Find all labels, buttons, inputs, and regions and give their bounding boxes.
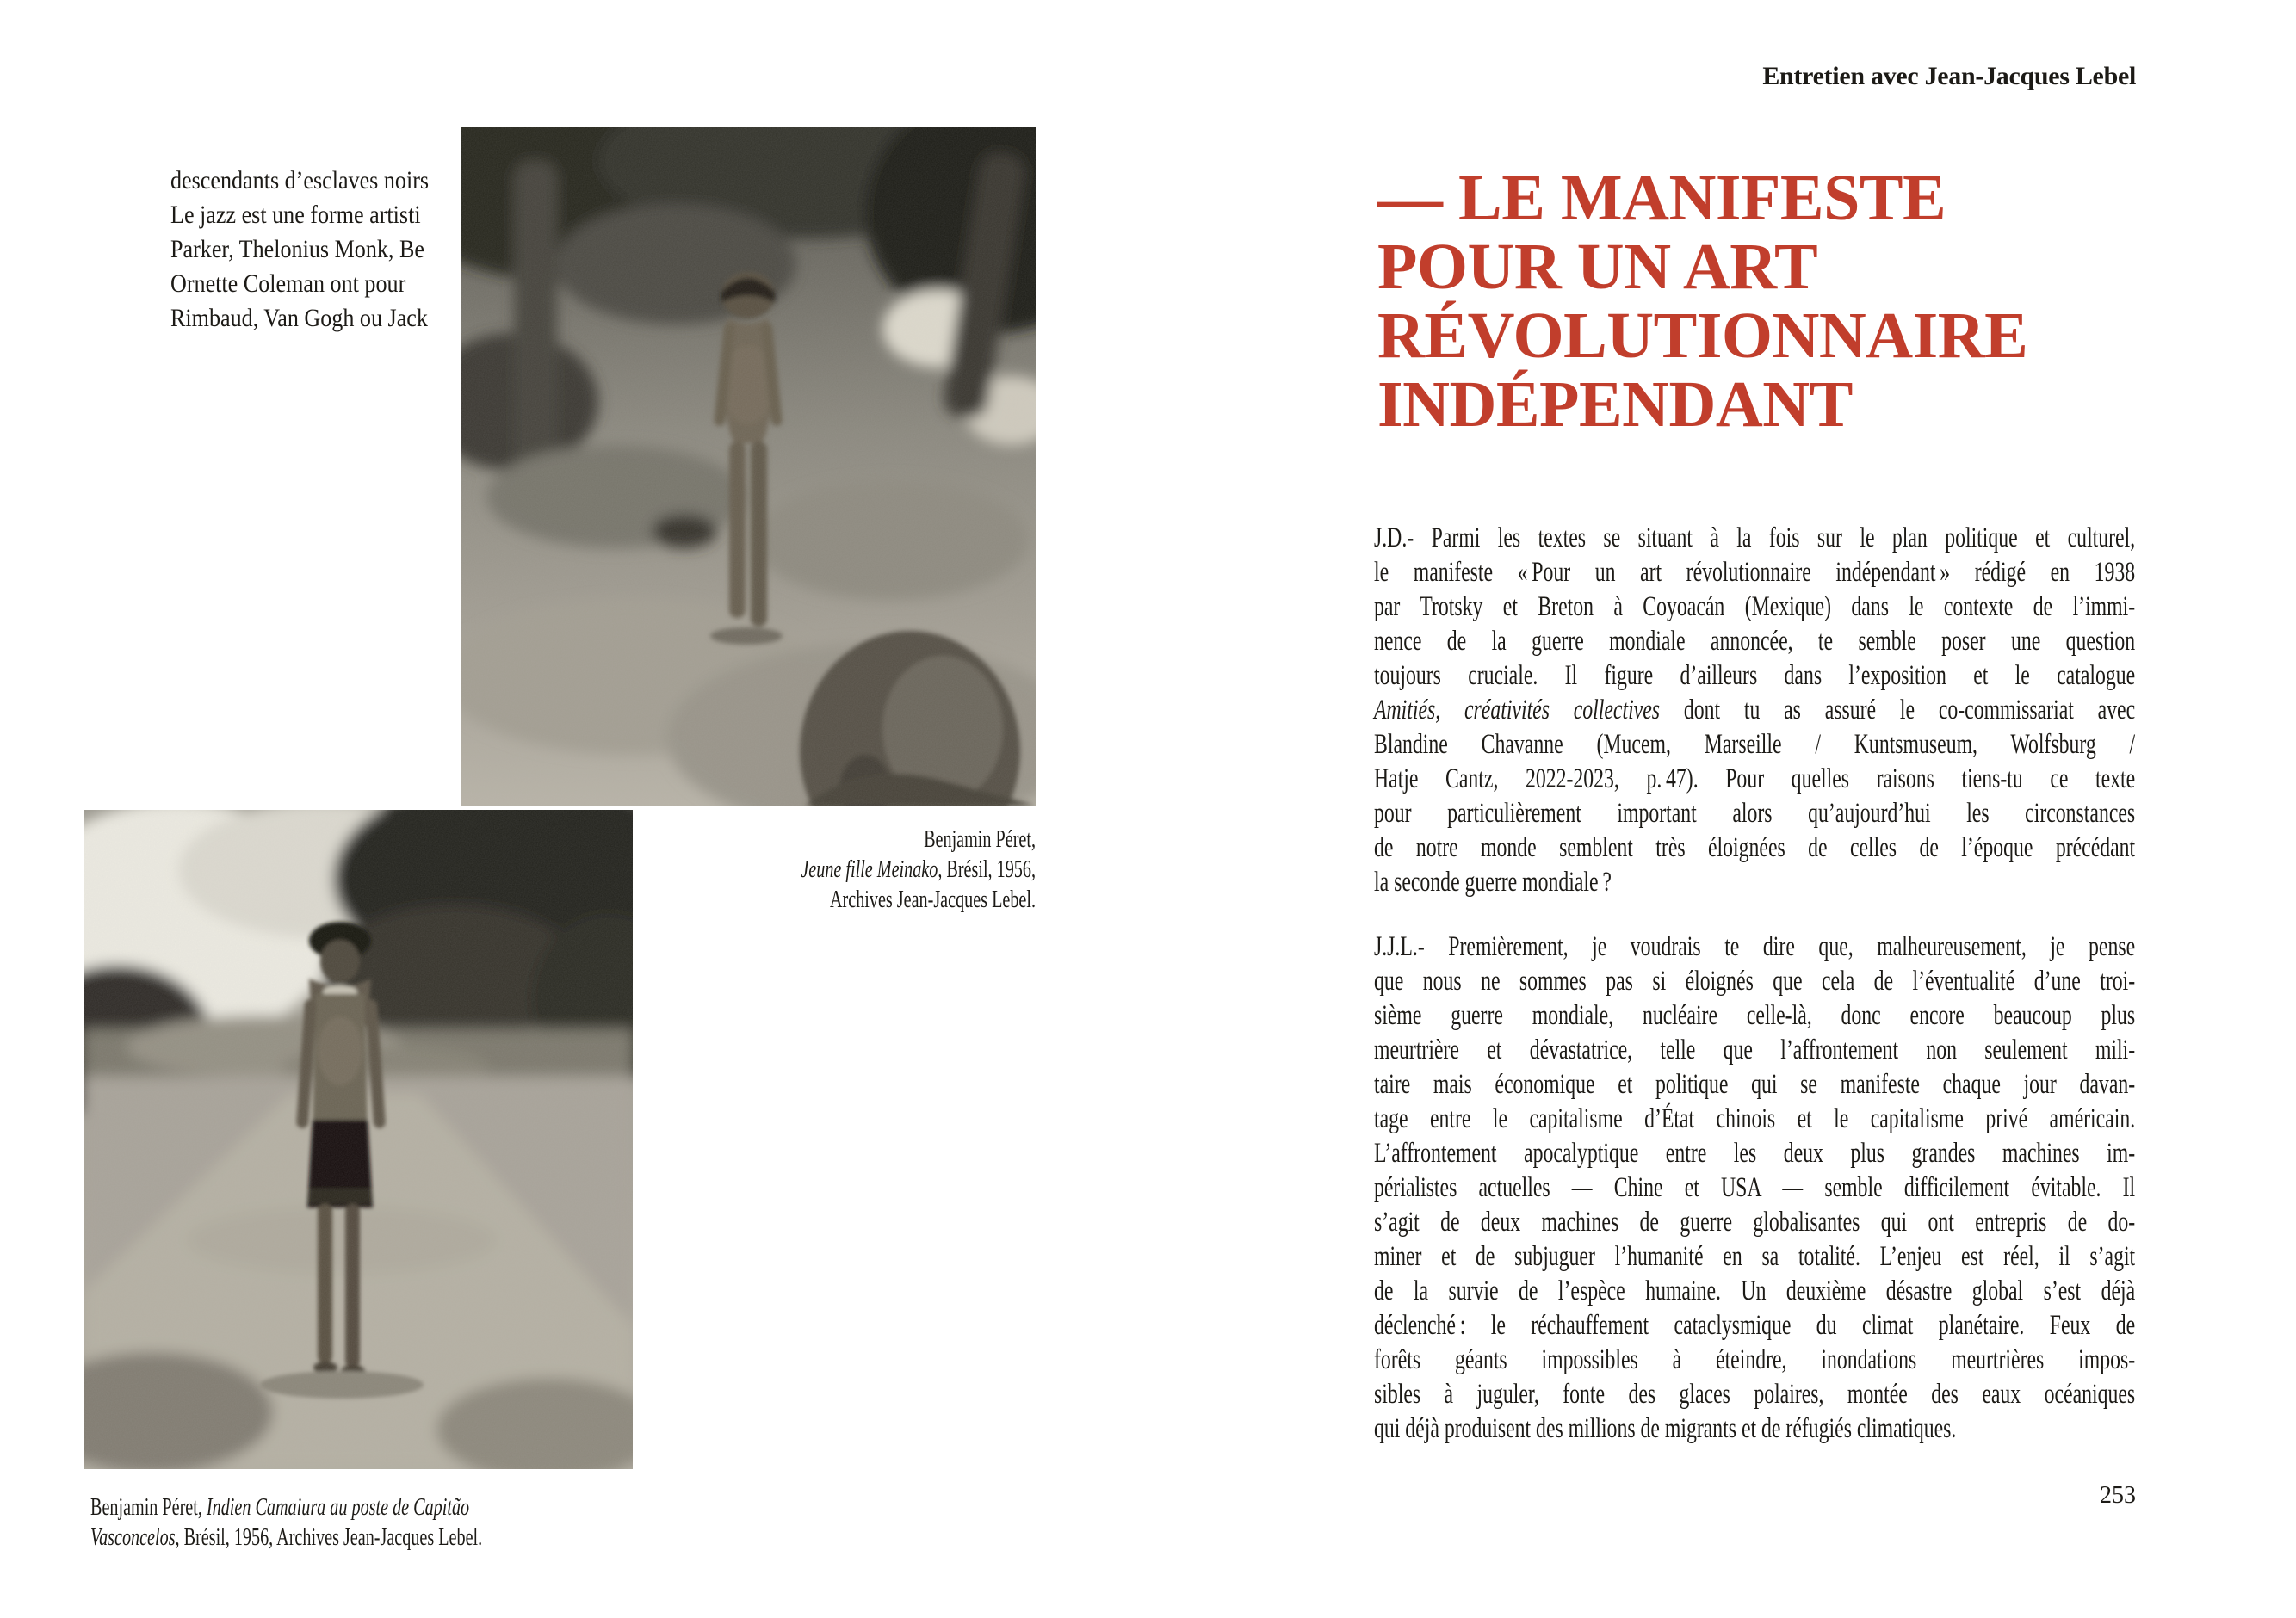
text-line: nence de la guerre mondiale annoncée, te semble poser une question	[1374, 626, 2136, 657]
text-line: tage entre le capitalisme d’État chinois et le capitalisme privé américain.	[1374, 1103, 2136, 1134]
section-heading	[1377, 164, 2204, 439]
text-line: la seconde guerre mondiale ?	[1374, 867, 1612, 898]
text-line: miner et de subjuguer l’humanité en sa totalité. L’enjeu est réel, il s’agit	[1374, 1241, 2136, 1272]
text-line: que nous ne sommes pas si éloignés que cela de l’éventualité d’une troi-	[1374, 966, 2136, 997]
text-line: toujours cruciale. Il figure d’ailleurs dans l’exposition et le catalogue	[1374, 660, 2136, 691]
text-line: taire mais économique et politique qui se manifeste chaque jour davan-	[1374, 1069, 2136, 1100]
text-line: Hatje Cantz, 2022-2023, p. 47). Pour quelles raisons tiens-tu ce texte	[1374, 763, 2136, 794]
caption-line: Benjamin Péret, Indien Camaiura au poste de Capitão	[90, 1494, 470, 1521]
text-line: s’agit de deux machines de guerre globalisantes qui ont entrepris de do-	[1374, 1207, 2136, 1238]
text-line: L’affrontement apocalyptique entre les deux plus grandes machines im-	[1374, 1138, 2136, 1169]
text-line: Amitiés, créativités collectives dont tu as assuré le co-commissariat avec	[1374, 695, 2136, 726]
text-line: Blandine Chavanne (Mucem, Marseille / Kuntsmuseum, Wolfsburg /	[1374, 729, 2136, 760]
text-line: périalistes actuelles — Chine et USA — semble difficilement évitable. Il	[1374, 1172, 2136, 1203]
caption-line: Archives Jean-Jacques Lebel.	[829, 886, 1036, 913]
photo-jeune-fille-meinako	[461, 127, 1036, 806]
text-line: J.J.L.- Premièrement, je voudrais te dire que, malheureusement, je pense	[1374, 931, 2136, 962]
text-line: descendants d’esclaves noirs	[170, 166, 430, 195]
photo1-caption	[461, 824, 1036, 915]
caption-line: Vasconcelos, Brésil, 1956, Archives Jean-Jacques Lebel.	[90, 1524, 483, 1551]
page-number: 253	[2100, 1482, 2136, 1509]
caption-line: Benjamin Péret,	[924, 826, 1036, 853]
text-line: de la survie de l’espèce humaine. Un deuxième désastre global s’est déjà	[1374, 1275, 2136, 1306]
text-line: par Trotsky et Breton à Coyoacán (Mexique) dans le contexte de l’immi-	[1374, 591, 2136, 622]
text-line: J.D.- Parmi les textes se situant à la fois sur le plan politique et culturel,	[1374, 522, 2136, 553]
caption-line: Jeune fille Meinako, Brésil, 1956,	[801, 856, 1036, 883]
heading-line: POUR UN ART	[1377, 231, 1818, 303]
text-line: meurtrière et dévastatrice, telle que l’affrontement non seulement mili-	[1374, 1034, 2136, 1065]
photo1-artwork	[461, 127, 1036, 806]
text-line: le manifeste « Pour un art révolutionnaire indépendant » rédigé en 1938	[1374, 557, 2136, 588]
text-line: Le jazz est une forme artisti	[170, 201, 421, 229]
text-line: sibles à juguler, fonte des glaces polaires, montée des eaux océaniques	[1374, 1379, 2136, 1410]
photo2-caption	[90, 1492, 772, 1553]
text-line: Parker, Thelonius Monk, Be	[170, 235, 424, 263]
interview-question-jd	[1374, 521, 2135, 899]
text-line: de notre monde semblent très éloignées de celles de l’époque précédant	[1374, 832, 2136, 863]
running-header: Entretien avec Jean-Jacques Lebel	[1762, 62, 2136, 90]
text-line: qui déjà produisent des millions de migrants et de réfugiés climatiques.	[1374, 1413, 1957, 1444]
text-line: Rimbaud, Van Gogh ou Jack	[170, 304, 428, 332]
heading-line: INDÉPENDANT	[1377, 368, 1853, 441]
interview-answer-jjl	[1374, 929, 2135, 1446]
text-line: forêts géants impossibles à éteindre, inondations meurtrières impos-	[1374, 1344, 2136, 1375]
text-line: déclenché : le réchauffement cataclysmique du climat planétaire. Feux de	[1374, 1310, 2136, 1341]
text-line: sième guerre mondiale, nucléaire celle-là, donc encore beaucoup plus	[1374, 1000, 2136, 1031]
text-line: pour particulièrement important alors qu’aujourd’hui les circonstances	[1374, 798, 2136, 829]
text-line: Ornette Coleman ont pour	[170, 269, 406, 298]
heading-line: — LE MANIFESTE	[1377, 162, 1946, 234]
heading-line: RÉVOLUTIONNAIRE	[1377, 300, 2028, 372]
